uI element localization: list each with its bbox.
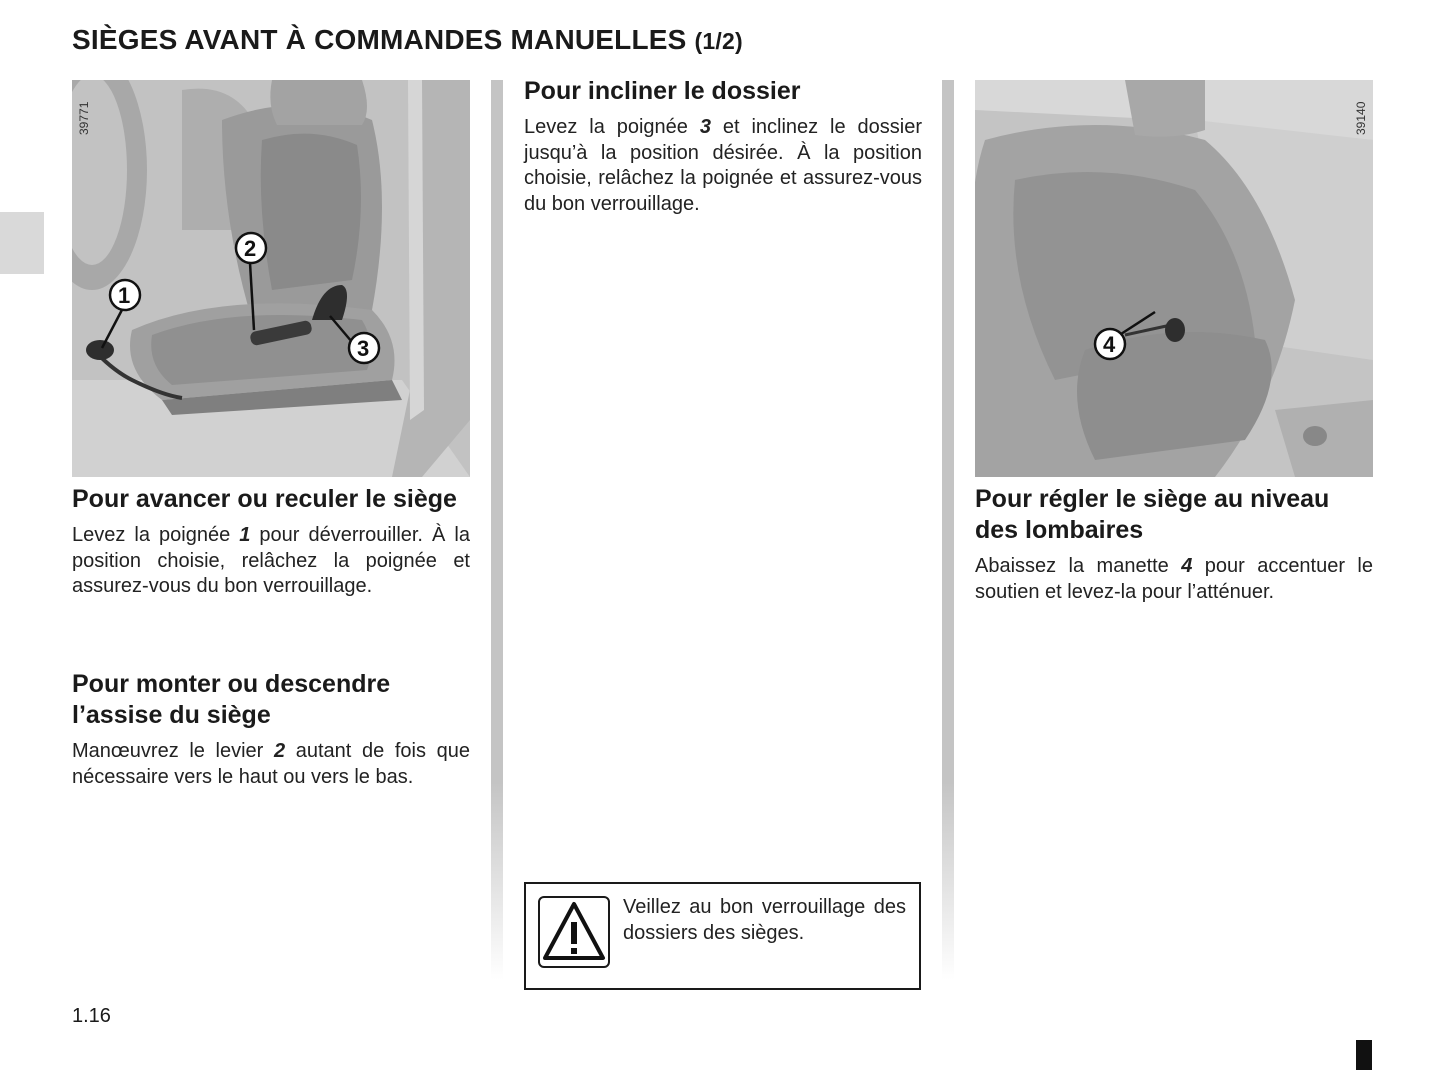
- section-monter: [72, 669, 470, 790]
- warning-text: Veillez au bon verrouillage des dossiers des sièges.: [623, 896, 906, 944]
- page-title-suffix: (1/2): [694, 28, 743, 54]
- section-heading: Pour avancer ou reculer le siège: [72, 485, 457, 513]
- body-text: Levez la poignée: [524, 116, 700, 138]
- body-text: et inclinez le dossier jusqu’à la position désirée. À la position choisie, relâchez la poignée et assurez-vous du bon verrouillage.: [524, 116, 922, 215]
- warning-box: [524, 882, 921, 990]
- page-number: 1.16: [72, 1005, 111, 1027]
- body-text: Manœuvrez le levier: [72, 740, 274, 762]
- lumbar-control-illustration: [975, 80, 1373, 477]
- section-body: [975, 554, 1373, 605]
- callout-1: [110, 280, 140, 310]
- section-heading: Pour incliner le dossier: [524, 77, 801, 105]
- seat-controls-illustration: [72, 80, 470, 477]
- figure-code-left: 39771: [77, 101, 91, 135]
- reference-number: 3: [699, 116, 711, 138]
- warning-triangle-icon: [538, 896, 610, 968]
- reference-number: 4: [1181, 555, 1193, 577]
- section-body: [524, 115, 922, 217]
- reference-number: 1: [239, 524, 251, 546]
- reference-number: 2: [273, 740, 286, 762]
- chapter-tab: [0, 212, 44, 274]
- page-corner-mark: [1356, 1040, 1372, 1070]
- body-text: pour déverrouiller. À la position choisie, relâchez la poignée et assurez-vous du bon verrouillage.: [72, 524, 470, 597]
- figure-code-right: 39140: [1354, 101, 1368, 135]
- svg-text:3: 3: [357, 336, 370, 361]
- body-text: autant de fois que nécessaire vers le haut ou vers le bas.: [72, 740, 470, 788]
- page-title: [72, 24, 743, 56]
- column-divider-left: [491, 80, 503, 980]
- body-text: pour accentuer le soutien et levez-la pour l’atténuer.: [975, 555, 1373, 603]
- body-text: Abaissez la manette: [975, 555, 1182, 577]
- callout-3: [349, 333, 379, 363]
- seat-controls-drawing: [72, 80, 470, 477]
- section-avancer: [72, 484, 470, 600]
- section-lombaires: [975, 484, 1373, 605]
- svg-text:1: 1: [118, 283, 131, 308]
- body-text: Levez la poignée: [72, 524, 240, 546]
- callout-2: [236, 233, 266, 263]
- lumbar-control-drawing: [975, 80, 1373, 477]
- svg-text:2: 2: [244, 236, 257, 261]
- section-body: [72, 523, 470, 600]
- section-heading: Pour monter ou descendre l’assise du siège: [72, 670, 391, 729]
- section-body: [72, 739, 470, 790]
- page-title-main: SIÈGES AVANT À COMMANDES MANUELLES: [72, 24, 687, 55]
- column-divider-right: [942, 80, 954, 980]
- section-incliner: [524, 76, 922, 217]
- svg-text:4: 4: [1103, 332, 1116, 357]
- callout-4: [1095, 329, 1125, 359]
- section-heading: Pour régler le siège au niveau des lombaires: [975, 485, 1330, 544]
